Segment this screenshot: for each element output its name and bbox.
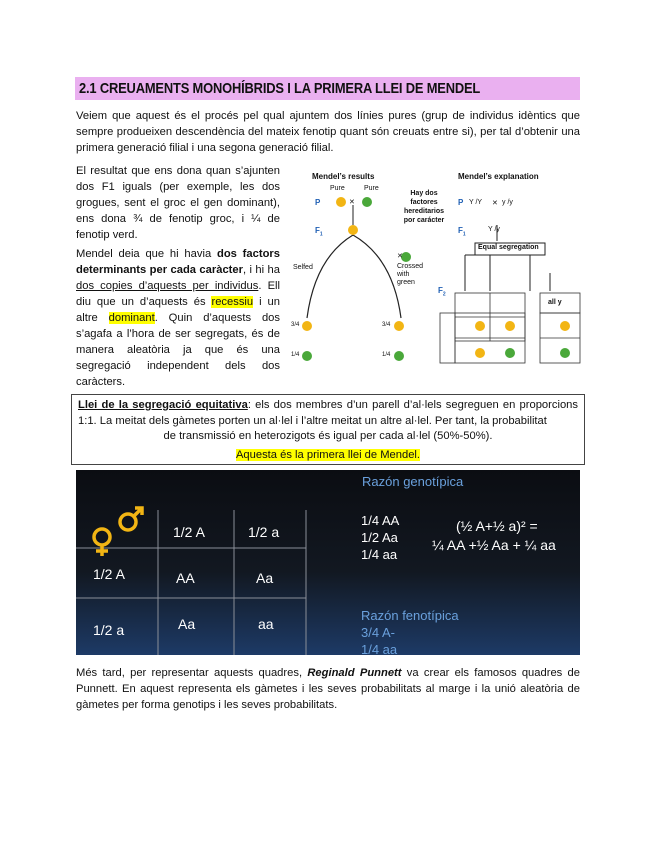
cell-2-2: aa [258,616,274,632]
genotypic-item: 1/2 Aa [361,530,398,545]
f1-label: $F_1$ [315,226,323,238]
text: , i hi ha [242,264,280,276]
punnett-square-panel [76,470,580,655]
punnett-grid [76,470,580,655]
row-label-2: 1/2 a [93,622,125,638]
phenotypic-item: 1/4 aa [361,642,398,657]
fraction-3-4-left: 3/4 [291,322,300,328]
cross-sign-p: ✕ [349,199,355,206]
law-highlight: Aquesta és la primera llei de Mendel. [235,449,421,461]
f1-label-right: $F_1$ [458,226,466,238]
all-y-label: all y [548,299,562,306]
cell-1-1: AA [176,570,195,586]
law-text-2: de transmissió en heterozigots és igual per cada al·lel (50%-50%). [163,430,493,442]
underlined-phrase: dos copies d’aquests per individus [76,280,259,292]
cross-sign: ✕ [397,253,403,260]
female-symbol-icon [94,529,110,556]
crossed-line: with [397,271,410,278]
text: Més tard, per representar aquests quadres, [76,667,308,679]
law-body: : els dos membres d’un parell d’al·lels segreguen en proporcions 1:1. La meitat dels gàmetes porten un al·lel i l’altre meitat un altre al·lel. Per tant, la probabilitat [78,399,579,427]
selfed-label: Selfed [293,264,313,271]
text: . Quin d’aquests dos s’agafa a l’hora de ser segregats, és de manera aleatòria ja que és una segregació independent dels dos caràcters. [76,312,281,388]
explanation-title: Mendel’s explanation [458,172,539,181]
pure-label-2: Pure [364,185,379,192]
formula-line-1: (½ A+½ a)² = [456,518,538,534]
crossed-line: Crossed [397,263,424,270]
f2-text: F [438,286,443,295]
genotypic-item: 1/4 AA [361,513,400,528]
header-col-1: 1/2 A [173,524,205,540]
mendel-figure [285,163,583,391]
text: Mendel deia que hi havia [76,248,217,260]
row-label-1: 1/2 A [93,566,125,582]
hay-line: por carácter [403,217,445,224]
phenotypic-title: Razón fenotípica [361,608,459,623]
law-highlight-row [72,449,584,461]
crossed-line: green [397,279,415,286]
p-label: P [315,198,321,207]
highlight-dominant: dominant [108,312,155,324]
equal-segregation-label: Equal segregation [478,244,539,251]
highlight-recessive: recessiu [211,296,254,308]
fraction-1-4-left: 1/4 [291,352,300,358]
formula-line-2: ¼ AA +½ Aa + ¼ aa [432,537,556,553]
genotypic-item: 1/4 aa [361,547,398,562]
genotype-yy-recessive: y /y [502,199,513,206]
header-col-2: 1/2 a [248,524,280,540]
punnett-name: Reginald Punnett [307,667,402,679]
cell-2-1: Aa [178,616,196,632]
law-text [78,398,578,429]
bold-phrase: dos factors determinants per cada caràcter [76,248,280,276]
cell-1-2: Aa [256,570,274,586]
result-paragraph: El resultat que ens dona quan s’ajunten dos F1 iguals (per exemple, les dos grogues, sent el groc el gen dominant), ens dona ¾ de fenotip groc, i ¼ de fenotip verd. [76,165,280,241]
phenotypic-item: 3/4 A- [361,625,395,640]
section-title: 2.1 CREUAMENTS MONOHÍBRIDS I LA PRIMERA LLEI DE MENDEL [79,80,481,97]
genotypic-list [361,512,399,563]
genotypic-title: Razón genotípica [362,474,464,489]
f2-label: $F_2$ [438,286,446,298]
genotype-yy: Y /Y [469,199,483,206]
hay-line: factores [410,199,438,206]
fraction-3-4-right: 3/4 [382,322,391,328]
hay-label [399,189,449,225]
male-symbol-icon [120,508,142,530]
mendel-paragraph [76,246,280,390]
p-label-right: P [458,198,464,207]
closing-paragraph [76,665,580,713]
crossed-label [397,263,423,287]
text: i un altre [76,296,280,324]
pure-label-1: Pure [330,185,345,192]
text: . Ell diu que un d’aquests és [76,280,280,308]
f1-text: F [315,226,320,235]
results-title: Mendel’s results [312,172,375,181]
fraction-1-4-right: 1/4 [382,352,391,358]
law-title: Llei de la segregació equitativa [78,399,248,411]
hay-line: hereditarios [403,208,445,215]
law-box [71,394,585,465]
genotype-f1: Y /y [488,226,500,233]
phenotypic-block [361,607,459,658]
cross-sign-right: ✕ [492,200,498,207]
text: va crear els famosos quadres de Punnett. En aquest representa els gàmetes i les seves probabilitats al marge i la unió aleatòria de gàmetes per forma genotips i les seves probabilitats. [76,667,580,711]
intro-paragraph: Veiem que aquest és el procés pel qual ajuntem dos línies pures (grup de individus idèntics que sempre produeixen descendència del mateix fenotip quant són creuats entre si), per tal d’obtenir una primera generació filial i una segona generació filial. [76,110,580,154]
hay-line: Hay dos [410,190,438,197]
f1-text-right: F [458,226,463,235]
section-heading [75,77,580,100]
